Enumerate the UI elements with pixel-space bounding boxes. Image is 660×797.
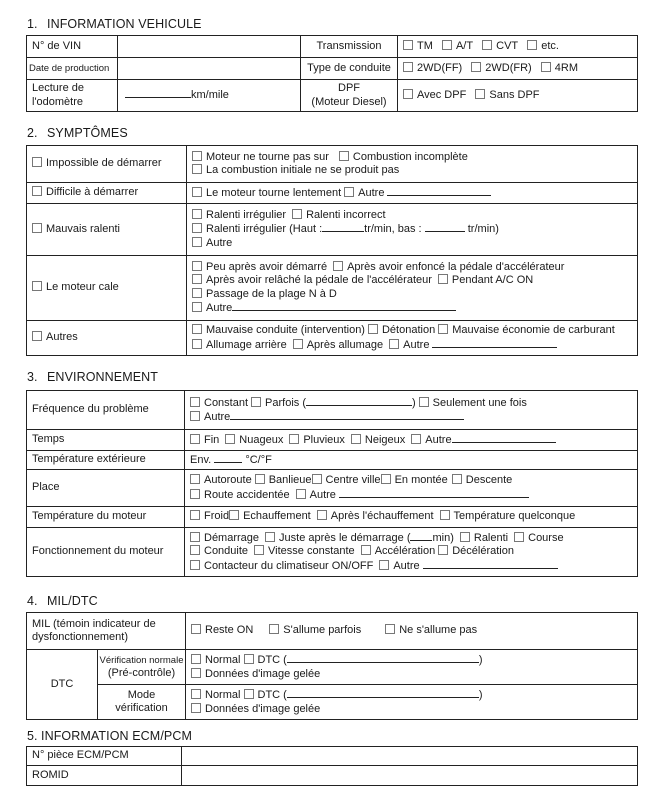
outside-temp-label: Température extérieure bbox=[27, 451, 185, 470]
option-checkbox[interactable]: Echauffement bbox=[229, 510, 311, 522]
checkbox-icon bbox=[192, 187, 202, 197]
dtc-code-blank[interactable] bbox=[287, 653, 479, 663]
dpf-label: DPF (Moteur Diesel) bbox=[301, 80, 398, 112]
checkbox-icon bbox=[190, 560, 200, 570]
symptom-other-checkbox[interactable]: Autres bbox=[27, 321, 187, 356]
option-checkbox[interactable]: Démarrage bbox=[190, 532, 259, 544]
option-checkbox[interactable]: Détonation bbox=[368, 324, 435, 336]
checkbox-icon bbox=[32, 281, 42, 291]
minutes-blank[interactable] bbox=[410, 531, 432, 541]
option-checkbox[interactable]: Autre bbox=[296, 489, 336, 501]
checkbox-icon bbox=[251, 397, 261, 407]
option-checkbox[interactable]: Peu après avoir démarré bbox=[192, 261, 327, 273]
checkbox-icon bbox=[191, 689, 201, 699]
weather-label: Temps bbox=[27, 430, 185, 451]
freeze-frame-checkbox[interactable]: Données d'image gelée bbox=[191, 703, 320, 715]
option-checkbox[interactable]: La combustion initiale ne se produit pas bbox=[192, 164, 399, 176]
checkbox-icon bbox=[192, 164, 202, 174]
drive-4rm-checkbox[interactable]: 4RM bbox=[541, 62, 578, 74]
option-checkbox[interactable]: Autre bbox=[344, 187, 384, 199]
checkbox-icon bbox=[333, 261, 343, 271]
option-checkbox[interactable]: Centre ville bbox=[312, 474, 381, 486]
checkbox-icon bbox=[438, 274, 448, 284]
option-checkbox[interactable]: Décélération bbox=[438, 545, 514, 557]
other-blank[interactable] bbox=[387, 186, 491, 196]
transmission-cvt-checkbox[interactable]: CVT bbox=[482, 40, 518, 52]
checkbox-icon bbox=[192, 288, 202, 298]
freeze-frame-checkbox[interactable]: Données d'image gelée bbox=[191, 668, 320, 680]
checkbox-icon bbox=[192, 151, 202, 161]
dpf-with-checkbox[interactable]: Avec DPF bbox=[403, 89, 466, 101]
outside-temp-field: Env. °C/°F bbox=[185, 451, 638, 470]
checkbox-icon bbox=[482, 40, 492, 50]
romid-label: ROMID bbox=[27, 766, 182, 786]
option-checkbox[interactable]: Allumage arrière bbox=[192, 339, 287, 351]
option-checkbox[interactable]: Passage de la plage N à D bbox=[192, 288, 337, 300]
transmission-etc-checkbox[interactable]: etc. bbox=[527, 40, 559, 52]
checkbox-icon bbox=[190, 489, 200, 499]
option-checkbox[interactable]: Autoroute bbox=[190, 474, 252, 486]
checkbox-icon bbox=[442, 40, 452, 50]
checkbox-icon bbox=[225, 434, 235, 444]
checkbox-icon bbox=[403, 40, 413, 50]
checkbox-icon bbox=[296, 489, 306, 499]
engine-operation-label: Fonctionnement du moteur bbox=[27, 528, 185, 577]
checkbox-icon bbox=[419, 397, 429, 407]
sometimes-blank[interactable] bbox=[306, 396, 412, 406]
other-blank[interactable] bbox=[339, 488, 529, 498]
checkbox-icon bbox=[190, 510, 200, 520]
symptom-hard-start-options bbox=[187, 183, 638, 204]
frequency-label: Fréquence du problème bbox=[27, 391, 185, 430]
dpf-options bbox=[398, 80, 638, 112]
checkbox-icon bbox=[244, 654, 254, 664]
other-blank[interactable] bbox=[423, 559, 558, 569]
section-title-ecm-info: 5. INFORMATION ECM/PCM bbox=[27, 729, 192, 743]
checkbox-icon bbox=[452, 474, 462, 484]
option-checkbox[interactable]: Autre bbox=[389, 339, 429, 351]
checkbox-icon bbox=[190, 545, 200, 555]
normal-check-options: Normal DTC ( ) Données d'image gelée bbox=[186, 650, 638, 685]
checkbox-icon bbox=[385, 624, 395, 634]
section-title-vehicle-info: 1. INFORMATION VEHICULE bbox=[27, 17, 202, 31]
mil-dtc-table bbox=[26, 612, 638, 720]
option-checkbox[interactable]: Conduite bbox=[190, 545, 248, 557]
option-checkbox[interactable]: Ralenti bbox=[460, 532, 508, 544]
option-checkbox[interactable]: Course bbox=[514, 532, 563, 544]
checkbox-icon bbox=[361, 545, 371, 555]
drive-type-options bbox=[398, 58, 638, 80]
option-checkbox[interactable]: Contacteur du climatiseur ON/OFF bbox=[190, 560, 373, 572]
transmission-options bbox=[398, 36, 638, 58]
symptom-no-start-checkbox[interactable]: Impossible de démarrer bbox=[27, 146, 187, 183]
checkbox-icon bbox=[312, 474, 322, 484]
place-label: Place bbox=[27, 470, 185, 507]
option-checkbox[interactable]: Parfois ( bbox=[251, 397, 306, 409]
environment-table bbox=[26, 390, 638, 577]
option-checkbox[interactable]: Après avoir relâché la pédale de l'accélérateur bbox=[192, 274, 432, 286]
option-checkbox[interactable]: Froid bbox=[190, 510, 229, 522]
checkbox-icon bbox=[255, 474, 265, 484]
engine-temp-label: Température du moteur bbox=[27, 507, 185, 528]
checkbox-icon bbox=[192, 237, 202, 247]
option-checkbox[interactable]: Autre bbox=[190, 411, 230, 423]
ecm-part-field[interactable] bbox=[182, 747, 638, 766]
checkbox-icon bbox=[339, 151, 349, 161]
mil-sometimes-checkbox[interactable]: S'allume parfois bbox=[269, 624, 361, 636]
drive-2wd-fr-checkbox[interactable]: 2WD(FR) bbox=[471, 62, 531, 74]
option-checkbox[interactable]: En montée bbox=[381, 474, 448, 486]
checkbox-icon bbox=[438, 324, 448, 334]
weather-options bbox=[185, 430, 638, 451]
odometer-blank[interactable] bbox=[125, 88, 191, 98]
option-checkbox[interactable]: Ralenti incorrect bbox=[292, 209, 385, 221]
checkbox-icon bbox=[192, 223, 202, 233]
checkbox-icon bbox=[351, 434, 361, 444]
section-title-symptoms: 2. SYMPTÔMES bbox=[27, 126, 128, 140]
dtc-label: DTC bbox=[27, 650, 98, 720]
option-checkbox[interactable]: Ralenti irrégulier (Haut : bbox=[192, 223, 322, 235]
production-date-field[interactable] bbox=[118, 58, 301, 80]
checkbox-icon bbox=[190, 474, 200, 484]
option-checkbox[interactable]: Seulement une fois bbox=[419, 397, 527, 409]
ecm-info-table bbox=[26, 746, 638, 786]
checkbox-icon bbox=[289, 434, 299, 444]
option-checkbox[interactable]: Après l'échauffement bbox=[317, 510, 434, 522]
production-date-label: Date de production bbox=[27, 58, 118, 80]
option-checkbox[interactable]: Le moteur tourne lentement bbox=[192, 187, 341, 199]
checkbox-icon bbox=[192, 261, 202, 271]
romid-field[interactable] bbox=[182, 766, 638, 786]
mil-never-checkbox[interactable]: Ne s'allume pas bbox=[385, 624, 477, 636]
checkbox-icon bbox=[403, 89, 413, 99]
checkbox-icon bbox=[389, 339, 399, 349]
symptom-other-options bbox=[187, 321, 638, 356]
other-blank[interactable] bbox=[432, 338, 557, 348]
option-checkbox[interactable]: Banlieue bbox=[255, 474, 312, 486]
normal-checkbox[interactable]: Normal bbox=[191, 654, 240, 666]
checkbox-icon bbox=[381, 474, 391, 484]
checkbox-icon bbox=[293, 339, 303, 349]
checkbox-icon bbox=[191, 668, 201, 678]
option-checkbox[interactable]: Après avoir enfoncé la pédale d'accélérateur bbox=[333, 261, 564, 273]
vin-label: N° de VIN bbox=[27, 36, 118, 58]
transmission-tm-checkbox[interactable]: TM bbox=[403, 40, 433, 52]
checkbox-icon bbox=[192, 339, 202, 349]
checkbox-icon bbox=[190, 397, 200, 407]
checkbox-icon bbox=[32, 331, 42, 341]
symptom-engine-stall-options bbox=[187, 256, 638, 321]
normal-checkbox[interactable]: Normal bbox=[191, 689, 240, 701]
checkbox-icon bbox=[475, 89, 485, 99]
checkbox-icon bbox=[192, 324, 202, 334]
option-checkbox[interactable]: Température quelconque bbox=[440, 510, 576, 522]
checkbox-icon bbox=[269, 624, 279, 634]
checkbox-icon bbox=[191, 654, 201, 664]
checkbox-icon bbox=[344, 187, 354, 197]
section-title-environment: 3. ENVIRONNEMENT bbox=[27, 370, 159, 384]
symptoms-table bbox=[26, 145, 638, 356]
option-checkbox[interactable]: Moteur ne tourne pas sur bbox=[192, 151, 329, 163]
frequency-options: Constant Parfois ( ) Seulement une fois Autre bbox=[185, 391, 638, 430]
drive-type-label: Type de conduite bbox=[301, 58, 398, 80]
checkbox-icon bbox=[368, 324, 378, 334]
vin-field[interactable] bbox=[118, 36, 301, 58]
idle-high-blank[interactable] bbox=[322, 222, 364, 232]
option-checkbox[interactable]: Après allumage bbox=[293, 339, 383, 351]
option-checkbox[interactable]: Nuageux bbox=[225, 434, 283, 446]
option-checkbox[interactable]: Ralenti irrégulier bbox=[192, 209, 286, 221]
checkbox-icon bbox=[514, 532, 524, 542]
option-checkbox[interactable]: Mauvaise économie de carburant bbox=[438, 324, 615, 336]
checkbox-icon bbox=[244, 689, 254, 699]
dtc-checkbox[interactable]: DTC ( bbox=[244, 689, 287, 701]
option-checkbox[interactable]: Autre bbox=[379, 560, 419, 572]
idle-low-blank[interactable] bbox=[425, 222, 465, 232]
checkbox-icon bbox=[460, 532, 470, 542]
option-checkbox[interactable]: Autre bbox=[192, 237, 232, 249]
odometer-label: Lecture de l'odomètre bbox=[27, 80, 118, 112]
option-checkbox[interactable]: Constant bbox=[190, 397, 248, 409]
mode-check-options: Normal DTC ( ) Données d'image gelée bbox=[186, 685, 638, 720]
checkbox-icon bbox=[192, 209, 202, 219]
dpf-without-checkbox[interactable]: Sans DPF bbox=[475, 89, 539, 101]
option-checkbox[interactable]: Neigeux bbox=[351, 434, 405, 446]
vehicle-info-table bbox=[26, 35, 638, 112]
checkbox-icon bbox=[190, 434, 200, 444]
symptom-engine-stall-checkbox[interactable]: Le moteur cale bbox=[27, 256, 187, 321]
other-blank[interactable] bbox=[232, 301, 456, 311]
checkbox-icon bbox=[190, 411, 200, 421]
mode-check-label: Mode vérification bbox=[98, 685, 186, 720]
option-checkbox[interactable]: Accélération bbox=[361, 545, 436, 557]
option-checkbox[interactable]: Autre bbox=[192, 302, 232, 314]
option-checkbox[interactable]: Descente bbox=[452, 474, 512, 486]
place-options bbox=[185, 470, 638, 507]
checkbox-icon bbox=[440, 510, 450, 520]
option-checkbox[interactable]: Pluvieux bbox=[289, 434, 345, 446]
checkbox-icon bbox=[191, 624, 201, 634]
option-checkbox[interactable]: Autre bbox=[411, 434, 451, 446]
symptom-hard-start-checkbox[interactable]: Difficile à démarrer bbox=[27, 183, 187, 204]
drive-2wd-ff-checkbox[interactable]: 2WD(FF) bbox=[403, 62, 462, 74]
checkbox-icon bbox=[192, 274, 202, 284]
checkbox-icon bbox=[229, 510, 239, 520]
checkbox-icon bbox=[471, 62, 481, 72]
temp-blank[interactable] bbox=[214, 453, 242, 463]
odometer-field[interactable]: km/mile bbox=[118, 80, 301, 112]
checkbox-icon bbox=[317, 510, 327, 520]
option-checkbox[interactable]: Fin bbox=[190, 434, 219, 446]
other-blank[interactable] bbox=[452, 433, 556, 443]
option-checkbox[interactable]: Pendant A/C ON bbox=[438, 274, 533, 286]
checkbox-icon bbox=[254, 545, 264, 555]
checkbox-icon bbox=[438, 545, 448, 555]
symptom-rough-idle-options: Ralenti irrégulier Ralenti incorrect Ralenti irrégulier (Haut : tr/min, bas : tr/min) Autre bbox=[187, 204, 638, 256]
symptom-no-start-options bbox=[187, 146, 638, 183]
mil-label: MIL (témoin indicateur de dysfonctionnement) bbox=[27, 613, 186, 650]
checkbox-icon bbox=[32, 186, 42, 196]
transmission-at-checkbox[interactable]: A/T bbox=[442, 40, 473, 52]
other-blank[interactable] bbox=[230, 410, 464, 420]
checkbox-icon bbox=[379, 560, 389, 570]
symptom-rough-idle-checkbox[interactable]: Mauvais ralenti bbox=[27, 204, 187, 256]
checkbox-icon bbox=[292, 209, 302, 219]
mil-options bbox=[186, 613, 638, 650]
normal-check-label: Vérification normale (Pré-contrôle) bbox=[98, 650, 186, 685]
option-checkbox[interactable]: Mauvaise conduite (intervention) bbox=[192, 324, 365, 336]
ecm-part-label: N° pièce ECM/PCM bbox=[27, 747, 182, 766]
option-checkbox[interactable]: Combustion incomplète bbox=[339, 151, 468, 163]
checkbox-icon bbox=[411, 434, 421, 444]
checkbox-icon bbox=[403, 62, 413, 72]
dtc-checkbox[interactable]: DTC ( bbox=[244, 654, 287, 666]
option-checkbox[interactable]: Route accidentée bbox=[190, 489, 290, 501]
checkbox-icon bbox=[541, 62, 551, 72]
checkbox-icon bbox=[191, 703, 201, 713]
checkbox-icon bbox=[32, 157, 42, 167]
checkbox-icon bbox=[265, 532, 275, 542]
engine-temp-options bbox=[185, 507, 638, 528]
option-checkbox[interactable]: Vitesse constante bbox=[254, 545, 355, 557]
section-title-mil-dtc: 4. MIL/DTC bbox=[27, 594, 98, 608]
dtc-code-blank[interactable] bbox=[287, 688, 479, 698]
checkbox-icon bbox=[192, 302, 202, 312]
checkbox-icon bbox=[32, 223, 42, 233]
checkbox-icon bbox=[527, 40, 537, 50]
transmission-label: Transmission bbox=[301, 36, 398, 58]
checkbox-icon bbox=[190, 532, 200, 542]
mil-stays-on-checkbox[interactable]: Reste ON bbox=[191, 624, 253, 636]
engine-operation-options: Démarrage Juste après le démarrage ( min) Ralenti Course Conduite Vitesse constante Accélération Décélération Contacteur du climatiseur ON/OFF Autre bbox=[185, 528, 638, 577]
option-checkbox[interactable]: Juste après le démarrage ( bbox=[265, 532, 410, 544]
